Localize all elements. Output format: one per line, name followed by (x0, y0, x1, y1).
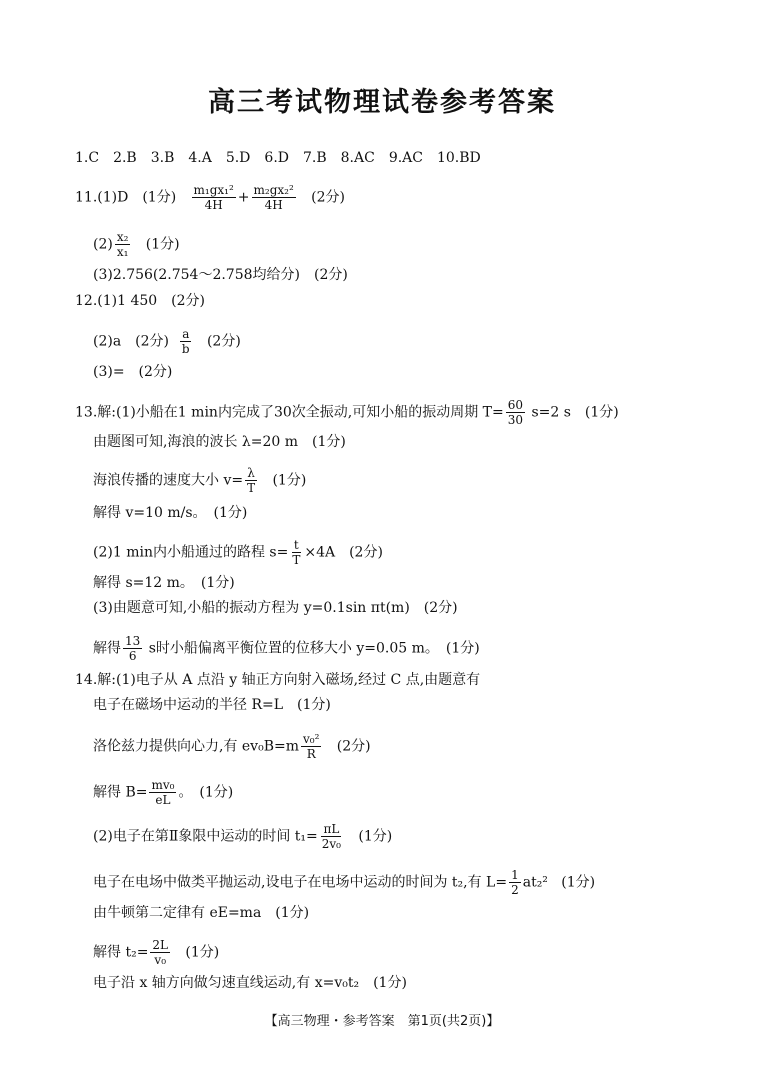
page-title: 高三考试物理试卷参考答案 (208, 87, 556, 118)
fraction: $\frac{\pi L}{\text{2v₀}}$ (321, 822, 341, 851)
fraction: $\frac{a}{b}$ (181, 327, 190, 356)
q13-line7: (3)由题意可知,小船的振动方程为 y=0.1sin πt(m) (2分) (93, 600, 458, 616)
q13-line4: 解得 v=10 m/s。 (1分) (93, 505, 248, 521)
q14-line5: (2)电子在第Ⅱ象限中运动的时间 t₁= $\frac{\pi L}{\text{2v₀}}$ (1分) (93, 822, 393, 851)
fraction: $\frac{\text{x₂}}{\text{x₁}}$ (116, 230, 129, 259)
mc-answers: 1.C 2.B 3.B 4.A 5.D 6.D 7.B 8.AC 9.AC 10.BD (75, 150, 481, 166)
q11-line1: 11.(1)D (1分) $\frac{\text{m₁gx₁²}}{4H}$ + $\frac{\text{m₂gx₂²}}{4H}$ (2分) (75, 183, 345, 212)
fraction: $\frac{\text{mv₀}}{eL}$ (151, 778, 175, 807)
fraction: $\frac{\text{m₁gx₁²}}{4H}$ (193, 183, 234, 212)
fraction: $\frac{\lambda}{T}$ (247, 466, 256, 495)
fraction: $\frac{\text{m₂gx₂²}}{4H}$ (253, 183, 294, 212)
q14-line8: 解得 t₂= $\frac{2L}{\text{v₀}}$ (1分) (93, 938, 220, 967)
fraction: $\frac{60}{30}$ (507, 398, 524, 427)
q14-line2: 电子在磁场中运动的半径 R=L (1分) (93, 697, 331, 713)
q14-line7: 由牛顿第二定律有 eE=ma (1分) (93, 905, 310, 921)
q12-line2: (2)a (2分) $\frac{a}{b}$ (2分) (93, 327, 241, 356)
q12-line1: 12.(1)1 450 (2分) (75, 293, 206, 309)
q14-line3: 洛伦兹力提供向心力,有 ev₀B=m $\frac{\text{v₀²}}{R}$ (2分) (93, 732, 371, 761)
q13-line3: 海浪传播的速度大小 v= $\frac{\lambda}{T}$ (1分) (93, 466, 307, 495)
q14-line1: 14.解:(1)电子从 A 点沿 y 轴正方向射入磁场,经过 C 点,由题意有 (75, 672, 481, 688)
page-footer: 【高三物理・参考答案 第1页(共2页)】 (264, 1014, 500, 1029)
fraction: $\frac{2L}{\text{v₀}}$ (152, 938, 169, 967)
q12-line3: (3)= (2分) (93, 364, 173, 380)
q13-line2: 由题图可知,海浪的波长 λ=20 m (1分) (93, 434, 346, 450)
q14-line9: 电子沿 x 轴方向做匀速直线运动,有 x=v₀t₂ (1分) (93, 975, 407, 991)
q14-line6: 电子在电场中做类平抛运动,设电子在电场中运动的时间为 t₂,有 L= $\frac{1}{2}$ at₂² (1分) (93, 868, 596, 897)
q11-line2: (2) $\frac{\text{x₂}}{\text{x₁}}$ (1分) (93, 230, 180, 259)
q13-line8: 解得 $\frac{13}{6}$ s时小船偏离平衡位置的位移大小 y=0.05 m。 (1分) (93, 634, 480, 663)
q13-line5: (2)1 min内小船通过的路程 s= $\frac{t}{T}$ ×4A (2分) (93, 538, 383, 567)
fraction: $\frac{\text{v₀²}}{R}$ (303, 732, 320, 761)
fraction: $\frac{13}{6}$ (125, 634, 141, 663)
q14-line4: 解得 B= $\frac{\text{mv₀}}{eL}$ 。 (1分) (93, 778, 234, 807)
fraction: $\frac{t}{T}$ (292, 538, 301, 567)
q13-line1: 13.解:(1)小船在1 min内完成了30次全振动,可知小船的振动周期 T= $\frac{60}{30}$ s=2 s (1分) (75, 398, 619, 427)
q13-line6: 解得 s=12 m。 (1分) (93, 575, 235, 591)
q11-line3: (3)2.756(2.754～2.758均给分) (2分) (93, 267, 348, 283)
fraction: $\frac{1}{2}$ (511, 868, 519, 897)
